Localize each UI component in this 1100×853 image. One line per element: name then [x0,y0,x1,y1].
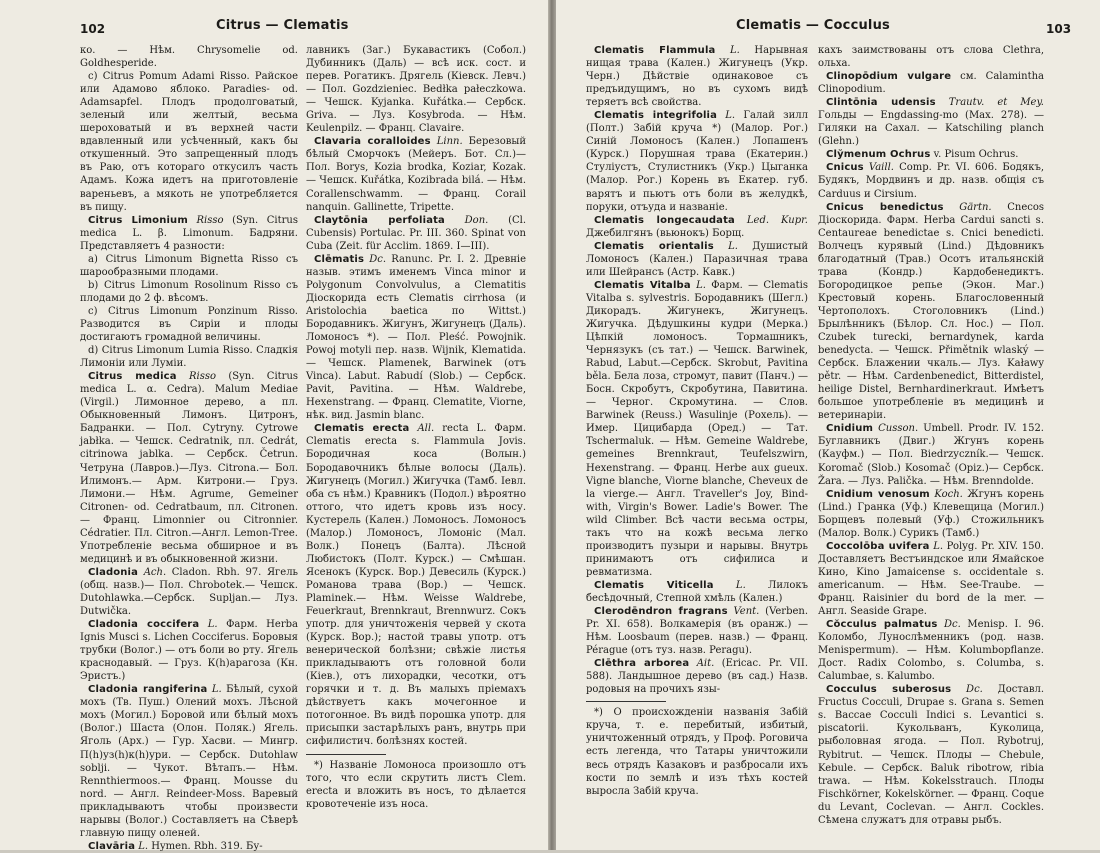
entry-text: Фарм. — Clematis Vitalba s. sylvestris. Бородавникъ (Шегл.) Дикорадъ. Жигунекъ, Жигунецъ. Жигучка. Дѣдушкины кудри (Мерка.) Цѣпкій ломоносъ. Тормашникъ, Чернязукъ (съ тат.) — Чешск. Barwinek, Rabud, Labut.—Сербск. Skrobut, Pavitina běla. Бела лоза, стромут, павит (Панч.) — Босн. Скробутъ, Скробутина, Павитина. — Черног. Скромутина. — Слов. Barwinek (Reuss.) Wasulinje (Рохель). — Имер. Цицибарда (Оред.) — Тат. Tschermaluk. — Нѣм. Gemeine Waldrebe, gemeines Brennkraut, Teufelszwirn, Hexenstrang. — Франц. Herbe aux gueux. Vigne blanche, Viorne blanche, Cheveux de la vierge.— Англ. Traveller's Joy, Bind-with, Virgin's Bower. Ladie's Bower. The wild Climber. Всѣ части весьма остры, такъ что на кожѣ весьма легко производитъ пузыри и нарывы. Внутрь принимаютъ отъ сифилиса и ревматизма. [586,279,808,578]
dictionary-entry [818,422,1044,487]
entry-headword: Cnidium [826,423,874,435]
entry-text: Лилокъ бесѣдочный, Степной хмѣль (Кален.) [586,579,809,604]
entry-authority: All. [417,423,435,435]
page-number: 103 [1046,22,1072,36]
dictionary-entry [818,161,1044,200]
entry-text: b) Citrus Limonum Rosolinum Risso съ плодами до 2 ф. вѣсомъ. [80,279,298,304]
dictionary-entry [306,253,526,423]
entry-authority: L. [933,540,944,552]
entry-headword: Clematis longecaudata [594,214,735,226]
dictionary-entry [80,305,298,344]
entry-headword: Clematis erecta [314,423,410,435]
right-page [556,0,1100,850]
entry-text: Polyg. Pr. XIV. 150. Доставляетъ Вестъиндское или Ямайское Кино, Kino Jamaicense s. occidentale s. americanum. — Нѣм. See-Traube. — Франц. Raisinier du bord de la mer. — Англ. Seaside Grape. [818,540,1044,618]
left-column-1 [80,44,299,852]
entry-text: Ranunc. Pr. I. 2. Древніе назыв. этимъ именемъ Vinca minor и Polygonum Convolvulus, а Clematitis Діоскорида есть Clematis cirrhosa (и Aristolochia baetica по Wittst.) Бородавникъ. Жигунъ, Жигунецъ (Даль). Ломоносъ *). — Пол. Pleść. Powojnik. Powoj motyli пер. назв. Wijnik, Klematida.— Чешск. Plamenek, Barwinek (отъ Vinca). Labut. Rabudí (Slob.) — Сербск. Pavit, Pavitina. — Нѣм. Waldrebe, Hexenstrang. — Франц. Clematite, Viorne, нѣк. вид. Jasmin blanc. [306,253,526,422]
entry-text: Бѣлый, сухой мохъ (Тв. Пуш.) Олений мохъ. Лѣсной мохъ (Могил.) Боровой или бѣлый мохъ (Волог.) Шаста (Олон. Поляк.) Ягель. Яголь (Арх.) — Гур. Хасви. — Мингр. П(h)уз(h)к(h)ури. — Сербск. Dutohlaw soblji. — Чукот. Вѣтапъ.— Нѣм. Rennthiermoos.— Франц. Mousse du nord. — Англ. Reindeer-Moss. Варевый прикладываютъ чтобы произвести нарывы (Волог.) Составляетъ на Сѣверѣ главную пищу оленей. [80,684,298,839]
entry-text: (Syn. Citrus medica L. α. Cedra). Malum Mediae (Virgil.) Лимонное дерево, а пл. Обыкновенный Лимонъ. Цитронъ, Бадранки. — Пол. Cytryny. Cytrowe jabłka. — Чешск. Cedratnik, пл. Cedrát, citrinowa jablka. — Сербск. Četrun. Четруна (Лавров.)—Луз. Citrona.— Бол. Илимонъ.— Арм. Китрони.— Груз. Лимони.— Нѣм. Agrume, Gemeiner Citronen- od. Cedratbaum, пл. Citronen. — Франц. Limonnier ou Citronnier. Cédratier. Пл. Citron.—Англ. Lemon-Tree. Употребленіе весьма обширное и въ медицинѣ и въ обыкновенной жизни. [80,371,299,565]
dictionary-entry [80,214,298,253]
entry-headword: Clematis orientalis [594,240,714,252]
dictionary-entry [306,44,526,135]
entry-authority: Vent. [733,606,760,618]
entry-authority: L. [730,45,740,56]
dictionary-entry [80,370,298,566]
entry-authority: L. [725,110,736,122]
entry-text: Нарывная нищая трава (Кален.) Жигунецъ (Укр. Черн.) Дѣйствіе одинаковое съ предъидущимъ, но въ сухомъ видѣ теряетъ всѣ свойства. [586,45,808,109]
entry-text: Фарм. Herba Ignis Musci s. Lichen Cocciferus. Боровыя трубки (Волог.) — отъ боли во рту. Ягель краснодавый. — Груз. К(h)арагоза (Кн. Эристъ.) [80,619,298,683]
entry-headword: Citrus medica [88,371,177,383]
dictionary-entry [586,579,808,605]
footnote: *) Названіе Ломоноса произошло отъ того, что если скрутить листъ Clem. erecta и вложить въ носъ, то дѣлается кровотеченіе изъ носа. [306,759,526,810]
dictionary-entry [818,96,1044,148]
entry-text: Душистый Ломоносъ (Кален.) Паразичная трава или Шейрансъ (Астр. Кавк.) [586,240,808,278]
entry-authority: L. [696,279,706,291]
entry-authority: Risso [196,214,224,226]
entry-headword: Cnidium venosum [826,488,930,500]
dictionary-entry [80,566,298,618]
entry-headword: Clerodēndron fragrans [594,606,728,618]
entry-headword: Citrus Limonium [88,214,188,226]
entry-text: Жгунъ корень (Lind.) Гранка (Уф.) Клевещица (Могил.) Борщевъ полевый (Уф.) Стожильникъ (Малор. Волк.) Сурикъ (Тамб.) [818,488,1044,539]
entry-authority: Linn. [436,136,463,148]
entry-text: d) Citrus Limonum Lumia Risso. Сладкія Лимоніи или Луміи. [80,345,298,370]
dictionary-entry [818,201,1044,423]
entry-authority: Led. Kupr. [746,214,808,226]
dictionary-entry [80,344,298,370]
dictionary-entry [586,279,808,579]
dictionary-entry [586,657,808,696]
book-gutter [548,0,556,850]
running-head: Citrus — Clematis [216,18,349,33]
dictionary-entry [80,840,298,853]
entry-text: c) Citrus Limonum Ponzinum Risso. Разводится въ Сиріи и плоды достигаютъ громадной величины. [80,305,298,344]
entry-headword: Cocculus suberosus [826,684,952,696]
entry-authority: Trautv. et Mey. [948,97,1044,109]
dictionary-entry [80,683,298,840]
entry-text: Cnecos Діоскорида. Фарм. Herba Cardui sancti s. Centaureae benedictae s. Cnici benedicti. Волчецъ курявый (Lind.) Дѣдовникъ благодатный (Трав.) Осотъ итальянскій трава (Кондр.) Кардобенедиктъ. Богородицкое репье (Экон. Маг.) Крестовый корень. Благословенный Чертополохъ. Стоголовникъ (Lind.) Брылѣнникъ (Бѣлор. Сл. Нос.) — Пол. Czubek turecki, bernardynek, karda benedycta. — Чешск. Přimětnik wlaský — Сербск. Блажении чкаль.— Луз. Kaławy pětr. — Нѣм. Cardenbenedict, Bitterdistel, heilige Distel, Bernhardinerkraut. Имѣетъ большое употребленіе въ медицинѣ и ветеринаріи. [818,201,1044,422]
entry-headword: Clinopōdium vulgare [826,71,952,83]
entry-authority: L. [207,619,218,631]
entry-text: (Ericac. Pr. VII. 588). Ландышное дерево (въ сад.) Назв. родовыя на прочихъ язы- [586,658,808,696]
right-column-2 [818,44,1044,844]
entry-text: лавникъ (Заг.) Букавастикъ (Собол.) Дубинникъ (Даль) — всѣ иск. сост. и перев. Рогатикъ. Дрягель (Кіевск. Левч.) — Пол. Gozdzieniec. Bedłka pałeczkowa. — Чешск. Kyjanka. Kuřátka.— Сербск. Griva. — Луз. Kosybroda. — Нѣм. Keulenpilz. — Франц. Clavaire. [306,45,526,135]
dictionary-entry [80,253,298,279]
entry-text: ко. — Нѣм. Chrysomelie od. Goldhesperide. [80,45,298,70]
entry-authority: Gärtn. [959,201,992,213]
dictionary-entry [306,214,526,253]
dictionary-entry [80,618,298,683]
entry-text: a) Citrus Limonum Bignetta Risso съ шарообразными плодами. [80,253,298,278]
entry-text: Umbell. Prodr. IV. 152. Буглавникъ (Двиг.) Жгунъ корень (Кауфм.) — Пол. Biedrzyczník.— Чешск. Koromač (Slob.) Kosomač (Opiz.)— Сербск. Žara. — Луз. Palička. — Нѣм. Brenndolde. [818,423,1044,487]
entry-text: Галай зилл (Полт.) Забій круча *) (Малор. Рог.) Синій Ломоносъ (Кален.) Лопашенъ (Курск.) Порушная трава (Екатерин.) Стуліустъ, Стулистникъ (Укр.) Цыганка (Малор. Рог.) Корень въ Екатер. губ. варятъ и пьютъ отъ боли въ желудкѣ, поруки, отъуда и названіе. [586,110,808,213]
entry-headword: Clematis Flammula [594,45,716,56]
entry-text: recta L. Фарм. Clematis erecta s. Flammula Jovis. Бородичная коса (Волын.) Бородавочникъ бѣлые волосы (Даль). Жигунецъ (Могил.) Жигучка (Тамб. Iевл. оба съ нѣм.) Кравникъ (Подол.) вѣроятно оттого, что идетъ кровь изъ носу. Кустерель (Кален.) Ломоносъ. Ломоносъ (Малор.) Ломоносъ, Ломоніс (Мал. Волк.) Понецъ (Балта). Лѣсной Любистокъ (Полт. Курск.) — Смѣшан. Ясенокъ (Курск. Вор.) Девесиль (Курск.) Романова трава (Вор.) — Чешск. Plaminek.— Нѣм. Weisse Waldrebe, Feuerkraut, Brennkraut, Brennwurz. Сокъ употр. для уничтоженія червей у скота (Курск. Вор.); настой травы употр. отъ венерической болѣзни; свѣжіе листья прикладываютъ отъ головной боли (Кiев.), отъ лихорадки, чесотки, отъ горячки и т. д. Въ малыхъ пріемахъ дѣйствуетъ какъ мочегонное и потогонное. Въ видѣ порошка употр. для присыпки застарѣлыхъ ранъ, внутрь при сифилистич. болѣзнях костей. [306,423,527,748]
entry-text: Березовый бѣлый Сморчокъ (Мейеръ. Бот. Сл.)— Пол. Borуs, Kozia brodka, Koziar, Kozak. — Чешск. Kuřátka, Kozibrada bilá. — Нѣм. Corallenschwamm. — Франц. Corail nanquin. Gallinette, Tripette. [306,136,526,213]
entry-authority: L. [138,840,149,852]
dictionary-entry [586,44,808,109]
entry-text: Hymen. Rbh. 319. Бу- [151,840,263,852]
entry-text: Menisp. I. 96. Коломбо, Лунослѣменникъ (род. назв. Menispermum). — Нѣм. Kolumbopflanze. Дост. Radix Colombo, s. Columba, s. Calumbae, s. Kalumbo. [818,619,1044,683]
footnote-rule [586,701,666,702]
entry-text: Джебилгянъ (вьюнокъ) Борщ. [586,227,745,239]
dictionary-entry [306,422,526,748]
entry-text: Comp. Pr. VI. 606. Бодякъ, Будякъ, Мордвинъ и др. назв. общія съ Carduus и Cirsium. [818,162,1045,200]
right-column-1 [586,44,808,844]
dictionary-entry [818,540,1044,618]
entry-authority: Dc. [966,684,983,696]
dictionary-entry [586,109,808,213]
entry-text: Доставл. Fructus Cocculi, Drupae s. Grana s. Semen s. Baccae Cocculi Indici s. Levantici s. piscatorii. Кукольванъ, Куколица, рыболовная ягода. — Пол. Rybotruj, Rybitrut. — Чешск. Плоды — Chebule, Kebule. — Сербск. Baluk ribotrow, ribia trawa. — Нѣм. Kokelsstrauch. Плоды Fischkörner, Kokelskörner. — Франц. Coque du Levant, Coclevan. — Англ. Cockles. Сѣмена служатъ для отравы рыбъ. [818,684,1045,826]
footnote: *) О происхожденіи названія Забій круча, т. е. перебитый, избитый, уничтоженный отрядъ, у Проф. Роговича есть легенда, что Татары уничтожили весь отрядъ Казаковъ и разбросали ихъ кости по землѣ и изъ тѣхъ костей выросла Забій круча. [586,707,808,797]
entry-headword: Clўmenum Ochrus [826,149,931,161]
entry-authority: L. [735,579,746,591]
entry-authority: Risso [189,371,217,383]
entry-authority: L. [211,684,222,696]
dictionary-entry [818,683,1044,827]
entry-headword: Clavāria [88,840,136,852]
dictionary-entry [80,44,298,70]
entry-text: (Syn. Citrus medica L. β. Limonum. Бадряни. Представляетъ 4 разности: [80,214,298,252]
footnote-rule [306,754,386,755]
dictionary-entry [586,240,808,279]
entry-headword: Cnicus [826,162,864,174]
entry-headword: Clavaria coralloides [314,136,431,148]
running-head: Clematis — Cocculus [736,18,890,33]
entry-headword: Coccolōba uvifera [826,540,930,552]
entry-authority: L. [728,240,738,252]
dictionary-entry [818,148,1044,161]
entry-authority: Dc. [944,619,961,631]
entry-headword: Clematis Viticella [594,579,714,591]
dictionary-entry [818,44,1044,70]
entry-headword: Clēthra arborea [594,658,690,670]
entry-headword: Cladonia [88,566,139,578]
entry-authority: Koch. [934,488,963,500]
entry-headword: Cnicus benedictus [826,201,944,213]
entry-text: Гольды — Engdassing-mo (Max. 278). — Гиляки на Сахал. — Katschiling planch (Glehn.) [818,110,1044,148]
entry-headword: Claytōnia perfoliata [314,214,445,226]
entry-headword: Cladonia rangiferina [88,684,208,696]
entry-authority: Cusson. [878,423,919,435]
entry-authority: Vaill. [868,162,894,174]
entry-headword: Clintōnia udensis [826,97,936,109]
dictionary-entry [80,70,298,214]
entry-headword: Cŏcculus palmatus [826,619,938,631]
dictionary-entry [80,279,298,305]
entry-text: Cladon. Rbh. 97. Ягель (общ. назв.)— Пол. Chrobotek.— Чешск. Dutohlawka.—Сербск. Supljan.— Луз. Dutwička. [80,566,299,618]
entry-authority: Don. [464,214,489,226]
dictionary-entry [306,135,526,213]
entry-authority: Ait. [696,658,715,670]
dictionary-entry [818,488,1044,540]
entry-text: (Verben. Pr. XI. 658). Волкамерія (въ оранж.) — Нѣм. Loosbaum (перев. назв.) — Франц. Péraguе (отъ туз. назв. Peragu). [586,606,809,657]
entry-headword: Cladonia coccifera [88,619,200,631]
dictionary-entry [586,605,808,657]
page-number: 102 [80,22,106,36]
dictionary-entry [586,214,808,240]
left-column-2 [306,44,526,844]
entry-text: (Cl. Cubensis) Portulac. Pr. III. 360. Spinat von Cuba (Zeit. für Acclim. 1869. I—III). [306,214,526,252]
entry-text: v. Pisum Ochrus. [933,149,1019,161]
dictionary-entry [818,618,1044,683]
entry-headword: Clematis Vitalba [594,279,691,291]
entry-text: кахъ заимствованы отъ слова Clethra, ольха. [818,45,1044,70]
left-page [0,0,548,850]
entry-headword: Clēmatis [314,253,365,265]
entry-headword: Clematis integrifolia [594,110,718,122]
entry-authority: Dc. [369,253,387,265]
entry-text: см. Calamintha Clinopodium. [818,71,1044,96]
dictionary-entry [818,70,1044,96]
entry-authority: Ach. [143,566,167,578]
entry-text: c) Citrus Pomum Adami Risso. Райское или Адамово яблоко. Paradies- od. Adamsapfel. Плодъ продолговатый, зеленый или желтый, весьма шероховатый и въ верхней части вдавленный или усѣченный, какъ бы откушенный. Это запрещенный плодъ въ Раю, отъ котораго откусилъ часть Адамъ. Кожа идетъ на приготовленіе вареньевъ, а мякоть не употребляется въ пищу. [80,71,298,213]
